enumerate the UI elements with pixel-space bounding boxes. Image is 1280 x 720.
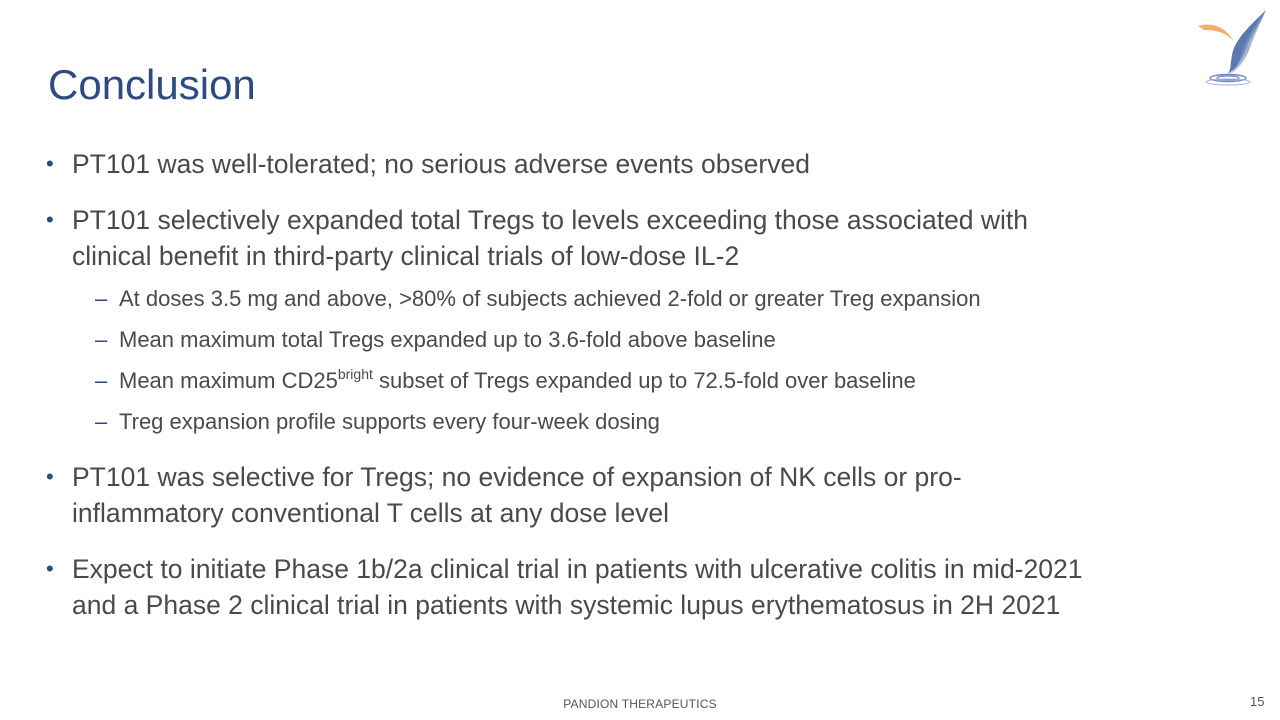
bullet-marker: • — [46, 151, 54, 176]
sub-bullet-item — [95, 366, 1219, 396]
sub-bullet-marker: – — [95, 368, 108, 393]
bullet-text-line: Expect to initiate Phase 1b/2a clinical trial in patients with ulcerative colitis in mid-2021 — [72, 554, 1083, 584]
sub-bullet-item — [95, 284, 1219, 314]
sub-bullet-text-pre: Mean maximum CD25 — [119, 368, 338, 393]
bullet-text-line: and a Phase 2 clinical trial in patients with systemic lupus erythematosus in 2H 2021 — [72, 590, 1061, 620]
sub-bullet-marker: – — [95, 409, 108, 434]
bullet-item — [46, 551, 1232, 623]
bullet-item — [46, 459, 1232, 531]
sub-bullet-marker: – — [95, 286, 108, 311]
sub-bullet-marker: – — [95, 327, 108, 352]
bullet-text: PT101 was well-tolerated; no serious adverse events observed — [72, 149, 810, 179]
bullet-item — [46, 146, 1232, 182]
company-logo-icon — [1196, 8, 1272, 86]
sub-bullet-item — [95, 407, 1219, 437]
bullet-marker: • — [46, 207, 54, 232]
sub-bullet-text: Treg expansion profile supports every four-week dosing — [119, 409, 660, 434]
page-number: 15 — [1250, 694, 1265, 709]
sub-bullet-item — [95, 325, 1219, 355]
bullet-marker: • — [46, 464, 54, 489]
bullet-item — [46, 202, 1232, 274]
bullet-text-line: PT101 was selective for Tregs; no evidence of expansion of NK cells or pro- — [72, 462, 962, 492]
bullet-text-line: clinical benefit in third-party clinical trials of low-dose IL-2 — [72, 241, 740, 271]
sub-bullet-text: Mean maximum total Tregs expanded up to 3.6-fold above baseline — [119, 327, 776, 352]
superscript-text: bright — [337, 366, 373, 382]
footer-company-name: PANDION THERAPEUTICS — [563, 697, 717, 711]
slide-title: Conclusion — [48, 61, 256, 108]
bullet-marker: • — [46, 556, 54, 581]
sub-bullet-text-post: subset of Tregs expanded up to 72.5-fold over baseline — [372, 368, 916, 393]
bullet-text-line: inflammatory conventional T cells at any dose level — [72, 498, 670, 528]
bullet-text-line: PT101 selectively expanded total Tregs to levels exceeding those associated with — [72, 205, 1029, 235]
sub-bullet-text: At doses 3.5 mg and above, >80% of subjects achieved 2-fold or greater Treg expansion — [119, 286, 981, 311]
